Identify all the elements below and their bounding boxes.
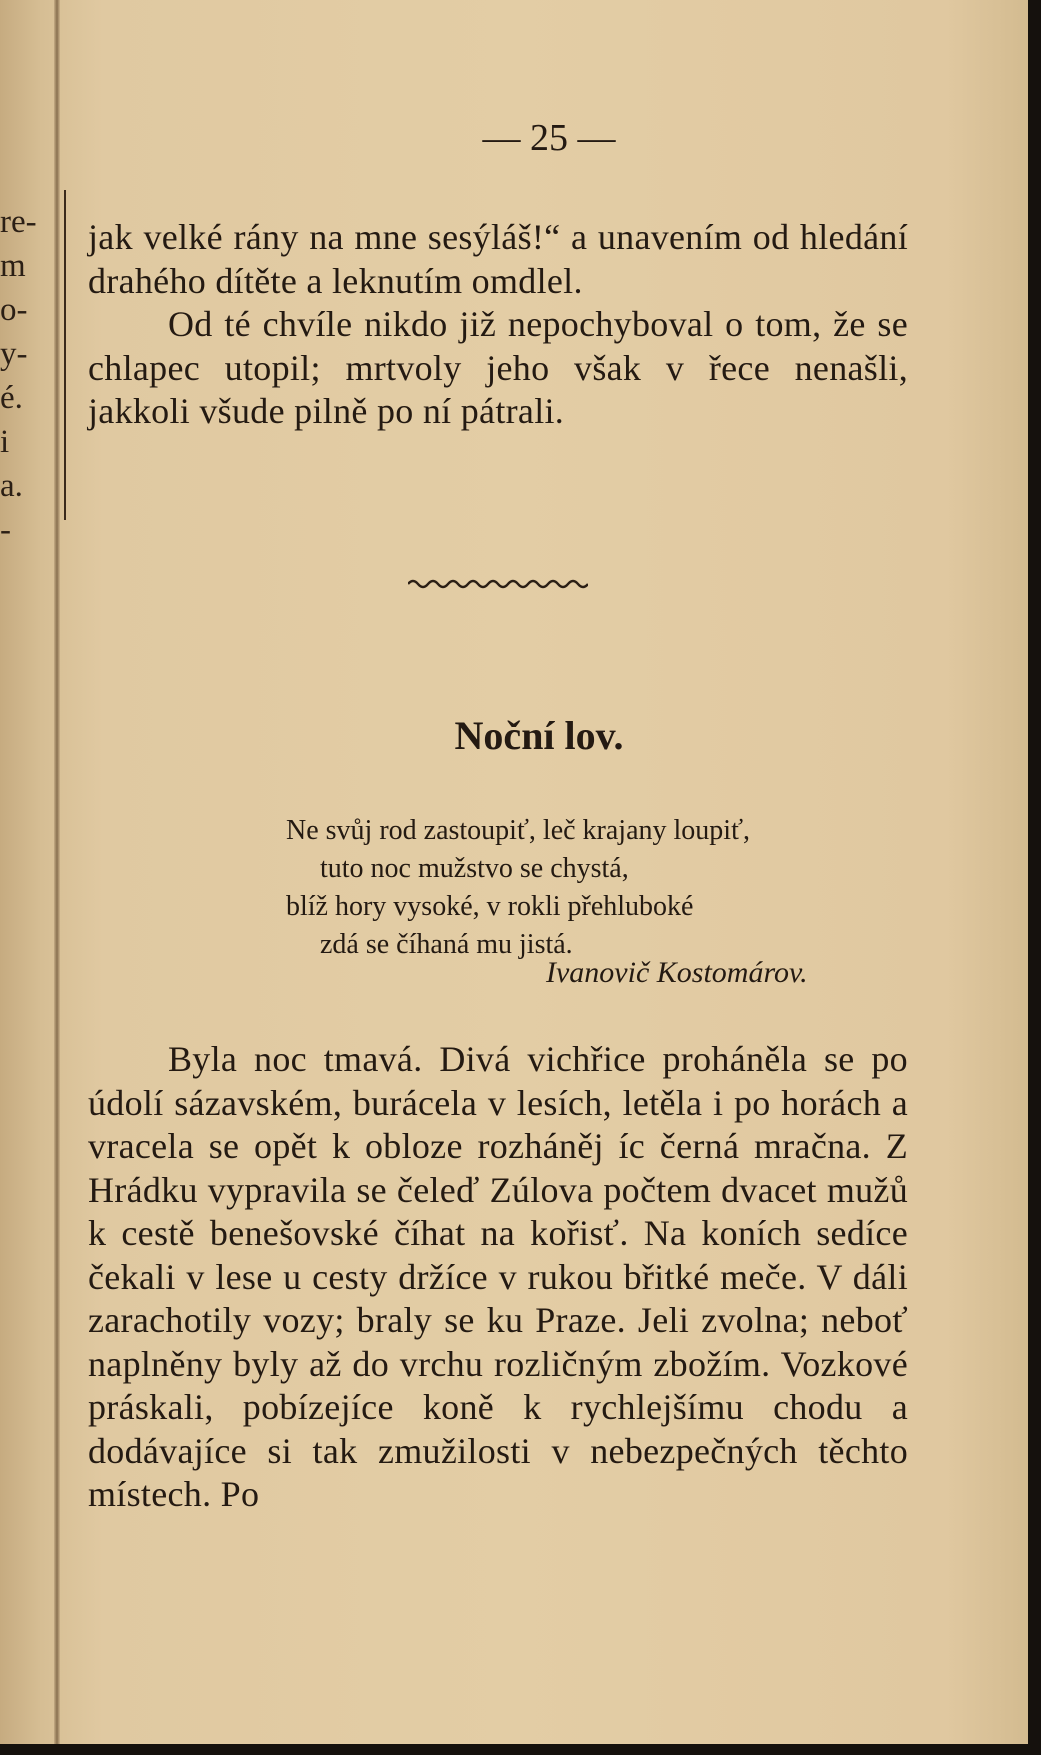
paragraph-2: Od té chvíle nikdo již nepochyboval o tom, že se chlapec utopil; mrtvoly jeho však v řece nenašli, jakkoli všude pilně po ní pátrali. (88, 304, 908, 431)
fragment-line: re- (0, 204, 37, 240)
epigraph-line: blíž hory vysoké, v rokli přehluboké (286, 891, 694, 922)
epigraph-author: Ivanovič Kostomárov. (546, 956, 808, 989)
paragraph-block-1 (88, 216, 908, 434)
fragment-line: a. (0, 468, 23, 504)
epigraph (286, 812, 750, 964)
fragment-line: m (0, 248, 26, 284)
page-fold-line (64, 190, 66, 520)
epigraph-line: zdá se číhaná mu jistá. (320, 929, 573, 960)
paragraph-1: jak velké rány na mne sesýláš!“ a unavením od hledání drahého dítěte a leknutím omdlel. (88, 217, 908, 301)
page-edge-right (1028, 0, 1041, 1755)
fragment-line: y- (0, 336, 28, 372)
fragment-line: i (0, 424, 10, 460)
epigraph-line: tuto noc mužstvo se chystá, (320, 853, 629, 884)
previous-page-fragments (0, 200, 40, 552)
ornament-divider (408, 576, 588, 592)
page-number: — 25 — (482, 117, 616, 159)
fragment-line: o- (0, 292, 28, 328)
fragment-line: - (0, 512, 11, 548)
paragraph-block-3 (88, 1038, 908, 1517)
epigraph-line: Ne svůj rod zastoupiť, leč krajany loupiť, (286, 815, 751, 846)
paragraph-3: Byla noc tmavá. Divá vichřice proháněla se po údolí sázavském, burácela v lesích, letěla i po horách a vracela se opět k obloze rozháněj íc černá mračna. Z Hrádku vypravila se čeleď Zúlova počtem dvacet mužů k cestě benešovské číhat na kořisť. Na koních sedíce čekali v lese u cesty držíce v rukou břitké meče. V dáli zarachotily vozy; braly se ku Praze. Jeli zvolna; neboť naplněny byly až do vrchu rozličným zbožím. Vozkové práskali, pobízejíce koně k rychlejšímu chodu a dodávajíce si tak zmužilosti v nebezpečných těchto místech. Po (88, 1039, 908, 1514)
fragment-line: é. (0, 380, 23, 416)
page-edge-bottom (0, 1744, 1041, 1755)
binding-gutter (54, 0, 60, 1744)
chapter-title: Noční lov. (454, 713, 624, 758)
